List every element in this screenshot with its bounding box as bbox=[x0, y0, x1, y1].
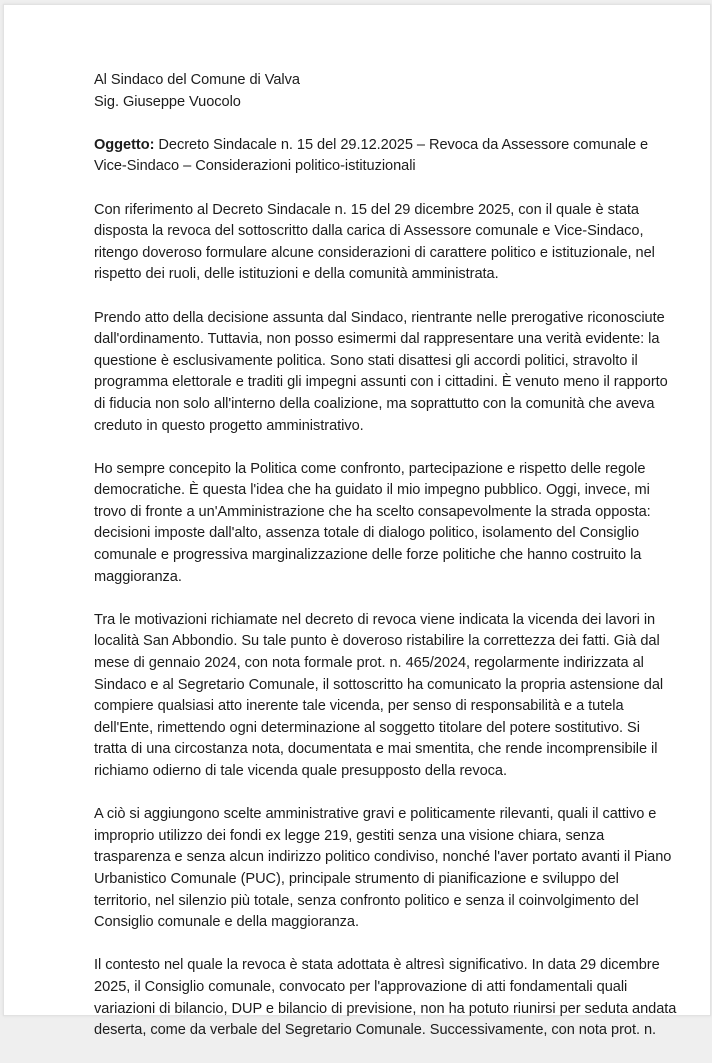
paragraph-line: compiere qualsiasi atto inerente tale vicenda, per senso di responsabilità e a tutela bbox=[94, 698, 624, 715]
paragraph-line: Ho sempre concepito la Politica come confronto, partecipazione e rispetto delle regole bbox=[94, 460, 646, 477]
paragraph-line: improprio utilizzo dei fondi ex legge 219, gestiti senza una visione chiara, senza bbox=[94, 827, 605, 844]
paragraphs bbox=[94, 200, 694, 1042]
subject-text: Decreto Sindacale n. 15 del 29.12.2025 – Revoca da Assessore comunale e bbox=[154, 136, 649, 153]
subject-block bbox=[94, 135, 694, 178]
body-paragraph bbox=[94, 200, 694, 286]
paragraph-line: territorio, nel silenzio più totale, senza confronto politico e senza il coinvolgimento del bbox=[94, 892, 639, 909]
paragraph-line: località San Abbondio. Su tale punto è doveroso ristabilire la correttezza dei fatti. Già dal bbox=[94, 633, 660, 650]
paragraph-line: tratta di una circostanza nota, documentata e mai smentita, che rende incomprensibile il bbox=[94, 741, 658, 758]
paragraph-line: Con riferimento al Decreto Sindacale n. 15 del 29 dicembre 2025, con il quale è stata bbox=[94, 201, 639, 218]
paragraph-line: di fiducia non solo all'interno della coalizione, ma soprattutto con la comunità che aveva bbox=[94, 395, 655, 412]
paragraph-line: maggioranza. bbox=[94, 568, 182, 585]
paragraph-line: dall'ordinamento. Tuttavia, non posso esimermi dal rappresentare una verità evidente: la bbox=[94, 331, 660, 348]
body-paragraph bbox=[94, 308, 694, 438]
subject-line: Vice-Sindaco – Considerazioni politico-istituzionali bbox=[94, 158, 416, 175]
paragraph-line: trasparenza e senza alcun indirizzo politico condiviso, nonché l'aver portato avanti il Piano bbox=[94, 849, 672, 866]
paragraph-line: ritengo doveroso formulare alcune considerazioni di carattere politico e istituzionale, nel bbox=[94, 244, 655, 261]
paragraph-line: comunale e progressiva marginalizzazione delle forze politiche che hanno costruito la bbox=[94, 547, 642, 564]
paragraph-line: creduto in questo progetto amministrativo. bbox=[94, 417, 364, 434]
paragraph-line: decisioni imposte dall'alto, assenza totale di dialogo politico, isolamento del Consiglio bbox=[94, 525, 640, 542]
body-paragraph bbox=[94, 610, 694, 783]
recipient-line: Sig. Giuseppe Vuocolo bbox=[94, 93, 241, 110]
body-paragraph bbox=[94, 459, 694, 589]
paragraph-line: mese di gennaio 2024, con nota formale prot. n. 465/2024, regolarmente indirizzata al bbox=[94, 655, 644, 672]
paragraph-line: Tra le motivazioni richiamate nel decreto di revoca viene indicata la vicenda dei lavori in bbox=[94, 611, 656, 628]
paragraph-line: variazioni di bilancio, DUP e bilancio di previsione, non ha potuto riunirsi per seduta andata bbox=[94, 1000, 677, 1017]
paragraph-line: dell'Ente, rimettendo ogni determinazione al soggetto titolare del potere sostitutivo. Si bbox=[94, 719, 640, 736]
paragraph-line: richiamo odierno di tale vicenda quale presupposto della revoca. bbox=[94, 763, 507, 779]
letter-body bbox=[94, 70, 694, 1063]
paragraph-line: programma elettorale e traditi gli impegni assunti con i cittadini. È venuto meno il rapporto bbox=[94, 374, 668, 391]
subject-line bbox=[94, 135, 694, 157]
recipient-block bbox=[94, 70, 694, 113]
paragraph-line: Consiglio comunale e della maggioranza. bbox=[94, 914, 359, 931]
paragraph-line: Prendo atto della decisione assunta dal Sindaco, rientrante nelle prerogative riconosciute bbox=[94, 309, 665, 326]
body-paragraph bbox=[94, 804, 694, 934]
paragraph-line: 2025, il Consiglio comunale, convocato per l'approvazione di atti fondamentali quali bbox=[94, 978, 628, 995]
document-page bbox=[3, 4, 711, 1039]
body-paragraph bbox=[94, 955, 694, 1041]
paragraph-line: democratiche. È questa l'idea che ha guidato il mio impegno pubblico. Oggi, invece, mi bbox=[94, 482, 650, 499]
paragraph-line: rispetto dei ruoli, delle istituzioni e della comunità amministrata. bbox=[94, 266, 499, 283]
paragraph-line: trovo di fronte a un'Amministrazione che ha scelto consapevolmente la strada opposta: bbox=[94, 503, 651, 520]
paragraph-line: Il contesto nel quale la revoca è stata adottata è altresì significativo. In data 29 dicembre bbox=[94, 957, 660, 974]
paragraph-line: questione è esclusivamente politica. Sono stati disattesi gli accordi politici, stravolto il bbox=[94, 352, 638, 369]
paragraph-line: Sindaco e al Segretario Comunale, il sottoscritto ha comunicato la propria astensione dal bbox=[94, 676, 664, 693]
recipient-line: Al Sindaco del Comune di Valva bbox=[94, 72, 300, 88]
subject-label: Oggetto: bbox=[94, 136, 155, 153]
paragraph-line: Urbanistico Comunale (PUC), principale strumento di pianificazione e sviluppo del bbox=[94, 870, 619, 887]
paragraph-line: deserta, come da verbale del Segretario Comunale. Successivamente, con nota prot. n. bbox=[94, 1022, 657, 1039]
paragraph-line: A ciò si aggiungono scelte amministrative gravi e politicamente rilevanti, quali il cattivo e bbox=[94, 806, 657, 823]
paragraph-line: disposta la revoca del sottoscritto dalla carica di Assessore comunale e Vice-Sindaco, bbox=[94, 223, 644, 240]
